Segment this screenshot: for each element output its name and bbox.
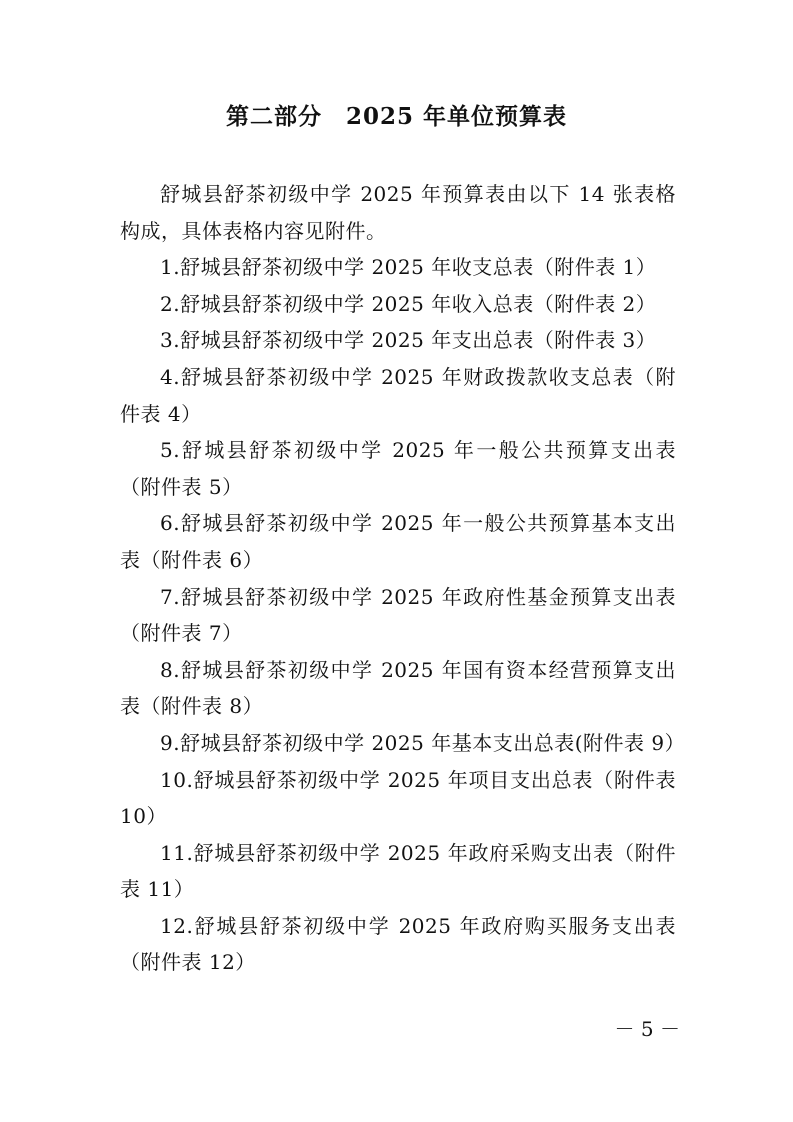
document-body (120, 176, 686, 981)
list-item: 1.舒城县舒茶初级中学 2025 年收支总表（附件表 1） (160, 255, 657, 280)
list-item: 9.舒城县舒茶初级中学 2025 年基本支出总表(附件表 9） (160, 730, 686, 755)
list-item: 11.舒城县舒茶初级中学 2025 年政府采购支出表（附件表 11） (120, 840, 676, 902)
list-item: 10.舒城县舒茶初级中学 2025 年项目支出总表（附件表 10） (120, 767, 676, 829)
page-number: － 5 － (614, 1017, 680, 1041)
section-title: 第二部分 2025 年单位预算表 (225, 103, 568, 130)
list-item: 5.舒城县舒茶初级中学 2025 年一般公共预算支出表（附件表 5） (120, 438, 676, 499)
list-item: 4.舒城县舒茶初级中学 2025 年财政拨款收支总表（附件表 4） (120, 364, 676, 426)
list-item: 2.舒城县舒茶初级中学 2025 年收入总表（附件表 2） (160, 291, 657, 316)
list-item: 3.舒城县舒茶初级中学 2025 年支出总表（附件表 3） (160, 328, 657, 353)
list-item: 12.舒城县舒茶初级中学 2025 年政府购买服务支出表（附件表 12） (120, 913, 676, 975)
list-item: 6.舒城县舒茶初级中学 2025 年一般公共预算基本支出表（附件表 6） (120, 511, 676, 572)
list-item: 8.舒城县舒茶初级中学 2025 年国有资本经营预算支出表（附件表 8） (120, 657, 676, 719)
intro-paragraph: 舒城县舒茶初级中学 2025 年预算表由以下 14 张表格构成，具体表格内容见附件。 (120, 182, 676, 243)
list-item: 7.舒城县舒茶初级中学 2025 年政府性基金预算支出表（附件表 7） (120, 584, 676, 646)
